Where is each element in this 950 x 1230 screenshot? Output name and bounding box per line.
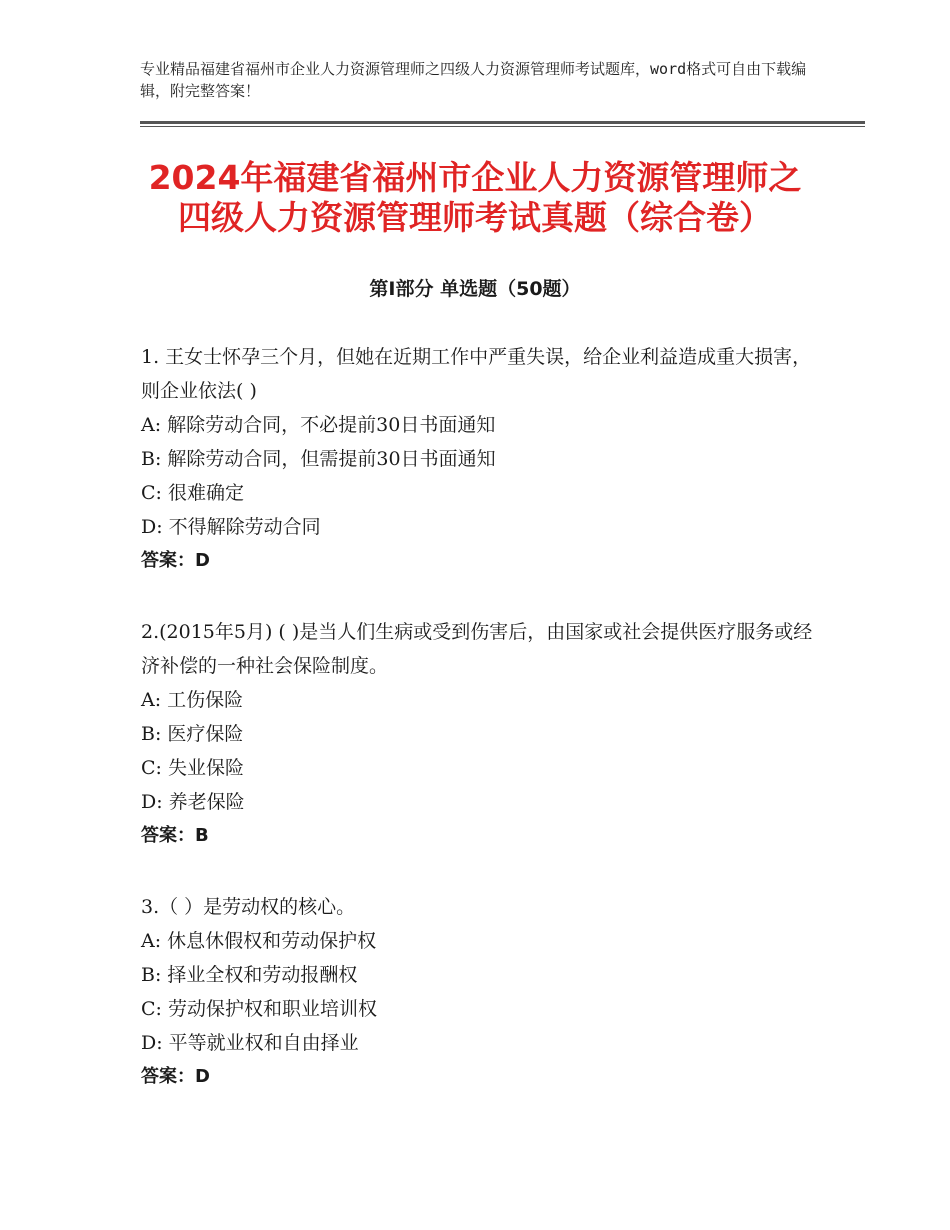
option-c: C: 劳动保护权和职业培训权 <box>141 998 377 1020</box>
option-a: A: 解除劳动合同，不必提前30日书面通知 <box>141 414 496 436</box>
question-stem: 3.（ ）是劳动权的核心。 <box>141 896 356 918</box>
header-rule-thick <box>140 121 865 124</box>
option-d: D: 养老保险 <box>141 791 245 813</box>
section-title: 第Ⅰ部分 单选题（50题） <box>369 278 581 300</box>
header-note: 专业精品福建省福州市企业人力资源管理师之四级人力资源管理师考试题库，word格式可自由下载编辑，附完整答案！ <box>140 60 807 100</box>
option-b: B: 解除劳动合同，但需提前30日书面通知 <box>141 448 496 470</box>
question-stem: 2.(2015年5月) ( )是当人们生病或受到伤害后，由国家或社会提供医疗服务或经济补偿的一种社会保险制度。 <box>141 621 813 677</box>
option-b: B: 择业全权和劳动报酬权 <box>141 964 358 986</box>
option-a: A: 工伤保险 <box>141 689 244 711</box>
answer: 答案：D <box>141 550 210 571</box>
answer: 答案：B <box>141 825 209 846</box>
question-stem: 1. 王女士怀孕三个月，但她在近期工作中严重失误，给企业利益造成重大损害，则企业依法( ) <box>141 346 812 402</box>
option-a: A: 休息休假权和劳动保护权 <box>141 930 377 952</box>
question-3 <box>141 890 821 1094</box>
document-title <box>100 158 850 238</box>
option-d: D: 不得解除劳动合同 <box>141 516 321 538</box>
title-line-2: 四级人力资源管理师考试真题（综合卷） <box>178 198 772 237</box>
option-c: C: 很难确定 <box>141 482 244 504</box>
header-rule-thin <box>140 126 865 127</box>
option-d: D: 平等就业权和自由择业 <box>141 1032 359 1054</box>
option-b: B: 医疗保险 <box>141 723 244 745</box>
answer: 答案：D <box>141 1066 210 1087</box>
title-line-1: 2024年福建省福州市企业人力资源管理师之 <box>148 158 802 197</box>
question-2 <box>141 615 821 853</box>
question-1 <box>141 340 821 578</box>
option-c: C: 失业保险 <box>141 757 244 779</box>
